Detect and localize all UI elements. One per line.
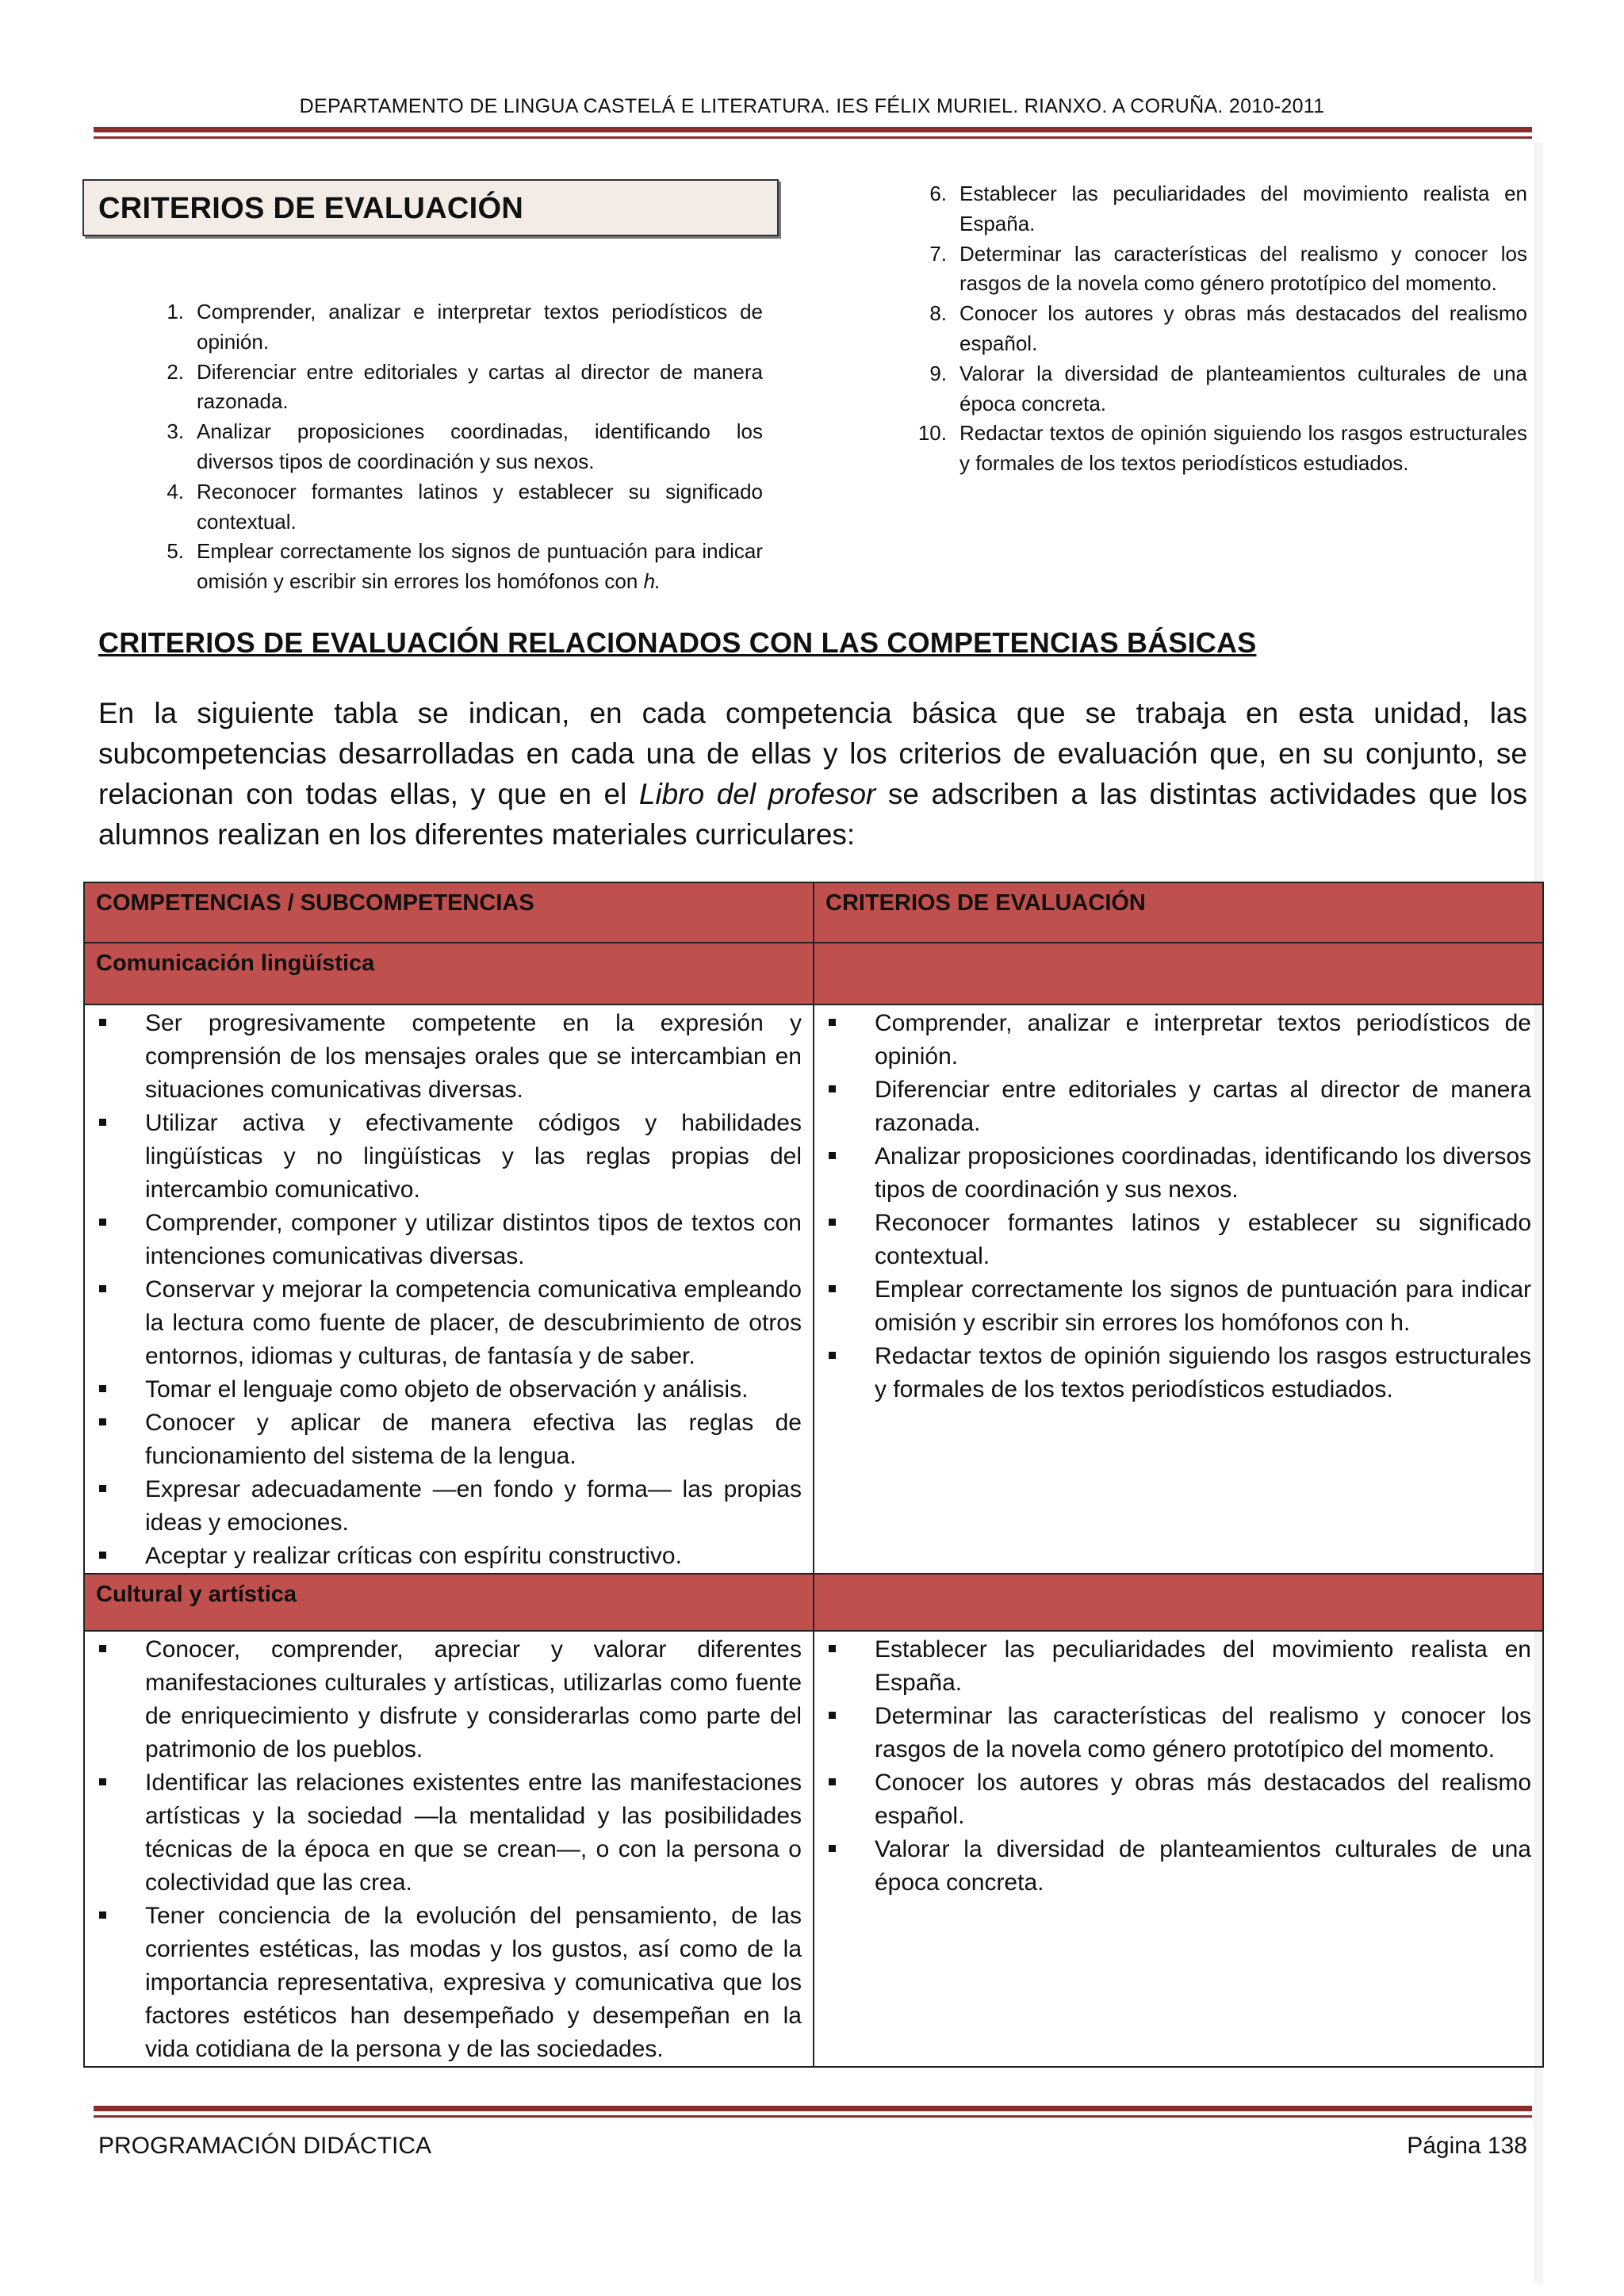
- table-header-row: [84, 882, 1543, 943]
- list-item: Valorar la diversidad de planteamientos culturales de una época concreta.: [825, 1833, 1531, 1900]
- column-header-criterios: CRITERIOS DE EVALUACIÓN: [814, 882, 1543, 943]
- criteria-item: 2. Diferenciar entre editoriales y cartas al director de manera razonada.: [167, 359, 763, 414]
- list-item: Tomar el lenguaje como objeto de observación y análisis.: [96, 1373, 802, 1406]
- list-item: Emplear correctamente los signos de puntuación para indicar omisión y escribir sin errores los homófonos con h.: [825, 1273, 1531, 1340]
- category-name: Cultural y artística: [84, 1574, 814, 1631]
- table-row: [84, 1004, 1543, 1574]
- table-row: [84, 1631, 1543, 2067]
- criteria-item: 10. Redactar textos de opinión siguiendo los rasgos estructurales y formales de los textos periodísticos estudiados.: [917, 421, 1527, 476]
- criteria-item: 4. Reconocer formantes latinos y establecer su significado contextual.: [167, 479, 763, 534]
- criteria-item: 7. Determinar las características del realismo y conocer los rasgos de la novela como género prototípico del momento.: [929, 241, 1527, 296]
- page-header: DEPARTAMENTO DE LINGUA CASTELÁ E LITERATURA. IES FÉLIX MURIEL. RIANXO. A CORUÑA. 2010-2011: [299, 95, 1325, 117]
- list-item: Identificar las relaciones existentes entre las manifestaciones artísticas y la sociedad —la mentalidad y las posibilidades técnicas de la época en que se crean—, o con la persona o colectividad que las crea.: [96, 1766, 802, 1900]
- footer-title: PROGRAMACIÓN DIDÁCTICA: [98, 2133, 432, 2159]
- criterios-cell: [814, 1004, 1543, 1574]
- category-name: Comunicación lingüística: [84, 943, 814, 1004]
- list-item: Ser progresivamente competente en la expresión y comprensión de los mensajes orales que se intercambian en situaciones comunicativas diversas.: [96, 1007, 802, 1107]
- list-item: Aceptar y realizar críticas con espíritu constructivo.: [96, 1540, 802, 1573]
- competencias-cell: [84, 1631, 814, 2067]
- criteria-item: 8. Conocer los autores y obras más destacados del realismo español.: [929, 301, 1527, 355]
- category-empty-cell: [814, 1574, 1543, 1631]
- category-row: [84, 1574, 1543, 1631]
- list-item: Utilizar activa y efectivamente códigos y habilidades lingüísticas y no lingüísticas y las reglas propias del intercambio comunicativo.: [96, 1107, 802, 1207]
- list-item: Comprender, componer y utilizar distintos tipos de textos con intenciones comunicativas diversas.: [96, 1207, 802, 1273]
- criteria-list-right: [910, 179, 1527, 479]
- competencias-table: [83, 882, 1544, 2068]
- criterios-cell: [814, 1631, 1543, 2067]
- column-header-competencias: COMPETENCIAS / SUBCOMPETENCIAS: [84, 882, 814, 943]
- category-row: [84, 943, 1543, 1004]
- competencias-cell: [84, 1004, 814, 1574]
- section-title-box: [82, 179, 779, 236]
- footer-rule-thick: [94, 2106, 1532, 2111]
- list-item: Conservar y mejorar la competencia comunicativa empleando la lectura como fuente de placer, de descubrimiento de otros entornos, idiomas y culturas, de fantasía y de saber.: [96, 1273, 802, 1373]
- category-empty-cell: [814, 943, 1543, 1004]
- list-item: Analizar proposiciones coordinadas, identificando los diversos tipos de coordinación y sus nexos.: [825, 1140, 1531, 1207]
- section-title: CRITERIOS DE EVALUACIÓN: [98, 192, 524, 225]
- criteria-item: 1. Comprender, analizar e interpretar textos periodísticos de opinión.: [167, 300, 763, 354]
- list-item: Diferenciar entre editoriales y cartas al director de manera razonada.: [825, 1073, 1531, 1140]
- page-number: Página 138: [1407, 2133, 1527, 2159]
- list-item: Conocer, comprender, apreciar y valorar diferentes manifestaciones culturales y artísticas, utilizarlas como fuente de enriquecimiento y disfrute y considerarlas como parte del patrimonio de los pueblos.: [96, 1633, 802, 1766]
- list-item: Determinar las características del realismo y conocer los rasgos de la novela como género prototípico del momento.: [825, 1700, 1531, 1766]
- criteria-list-left: [147, 297, 763, 597]
- criteria-item: 5. Emplear correctamente los signos de puntuación para indicar omisión y escribir sin errores los homófonos con h.: [167, 539, 763, 594]
- criteria-item: 6. Establecer las peculiaridades del movimiento realista en España.: [929, 182, 1527, 235]
- list-item: Conocer los autores y obras más destacados del realismo español.: [825, 1766, 1531, 1833]
- criteria-item: 9. Valorar la diversidad de planteamientos culturales de una época concreta.: [929, 361, 1527, 415]
- list-item: Reconocer formantes latinos y establecer su significado contextual.: [825, 1207, 1531, 1273]
- list-item: Redactar textos de opinión siguiendo los rasgos estructurales y formales de los textos periodísticos estudiados.: [825, 1340, 1531, 1406]
- criteria-item: 3. Analizar proposiciones coordinadas, identificando los diversos tipos de coordinación y sus nexos.: [167, 419, 763, 473]
- list-item: Expresar adecuadamente —en fondo y forma— las propias ideas y emociones.: [96, 1473, 802, 1540]
- list-item: Establecer las peculiaridades del movimiento realista en España.: [825, 1633, 1531, 1700]
- list-item: Tener conciencia de la evolución del pensamiento, de las corrientes estéticas, las modas y los gustos, así como de la importancia representativa, expresiva y comunicativa que los factores estéticos han desempeñado y desempeñan en la vida cotidiana de la persona y de las sociedades.: [96, 1900, 802, 2066]
- list-item: Conocer y aplicar de manera efectiva las reglas de funcionamiento del sistema de la lengua.: [96, 1406, 802, 1473]
- footer-rule-thin: [94, 2115, 1532, 2118]
- header-rule-thin: [94, 136, 1532, 139]
- subsection-title: CRITERIOS DE EVALUACIÓN RELACIONADOS CON LAS COMPETENCIAS BÁSICAS: [98, 626, 1257, 659]
- intro-paragraph: En la siguiente tabla se indican, en cada competencia básica que se trabaja en esta unidad, las subcompetencias desarrolladas en cada una de ellas y los criterios de evaluación que, en su conjunto, se relacionan con todas ellas, y que en el Libro del profesor se adscriben a las distintas actividades que los alumnos realizan en los diferentes materiales curriculares:: [98, 697, 1528, 851]
- header-rule-thick: [94, 127, 1532, 132]
- list-item: Comprender, analizar e interpretar textos periodísticos de opinión.: [825, 1007, 1531, 1073]
